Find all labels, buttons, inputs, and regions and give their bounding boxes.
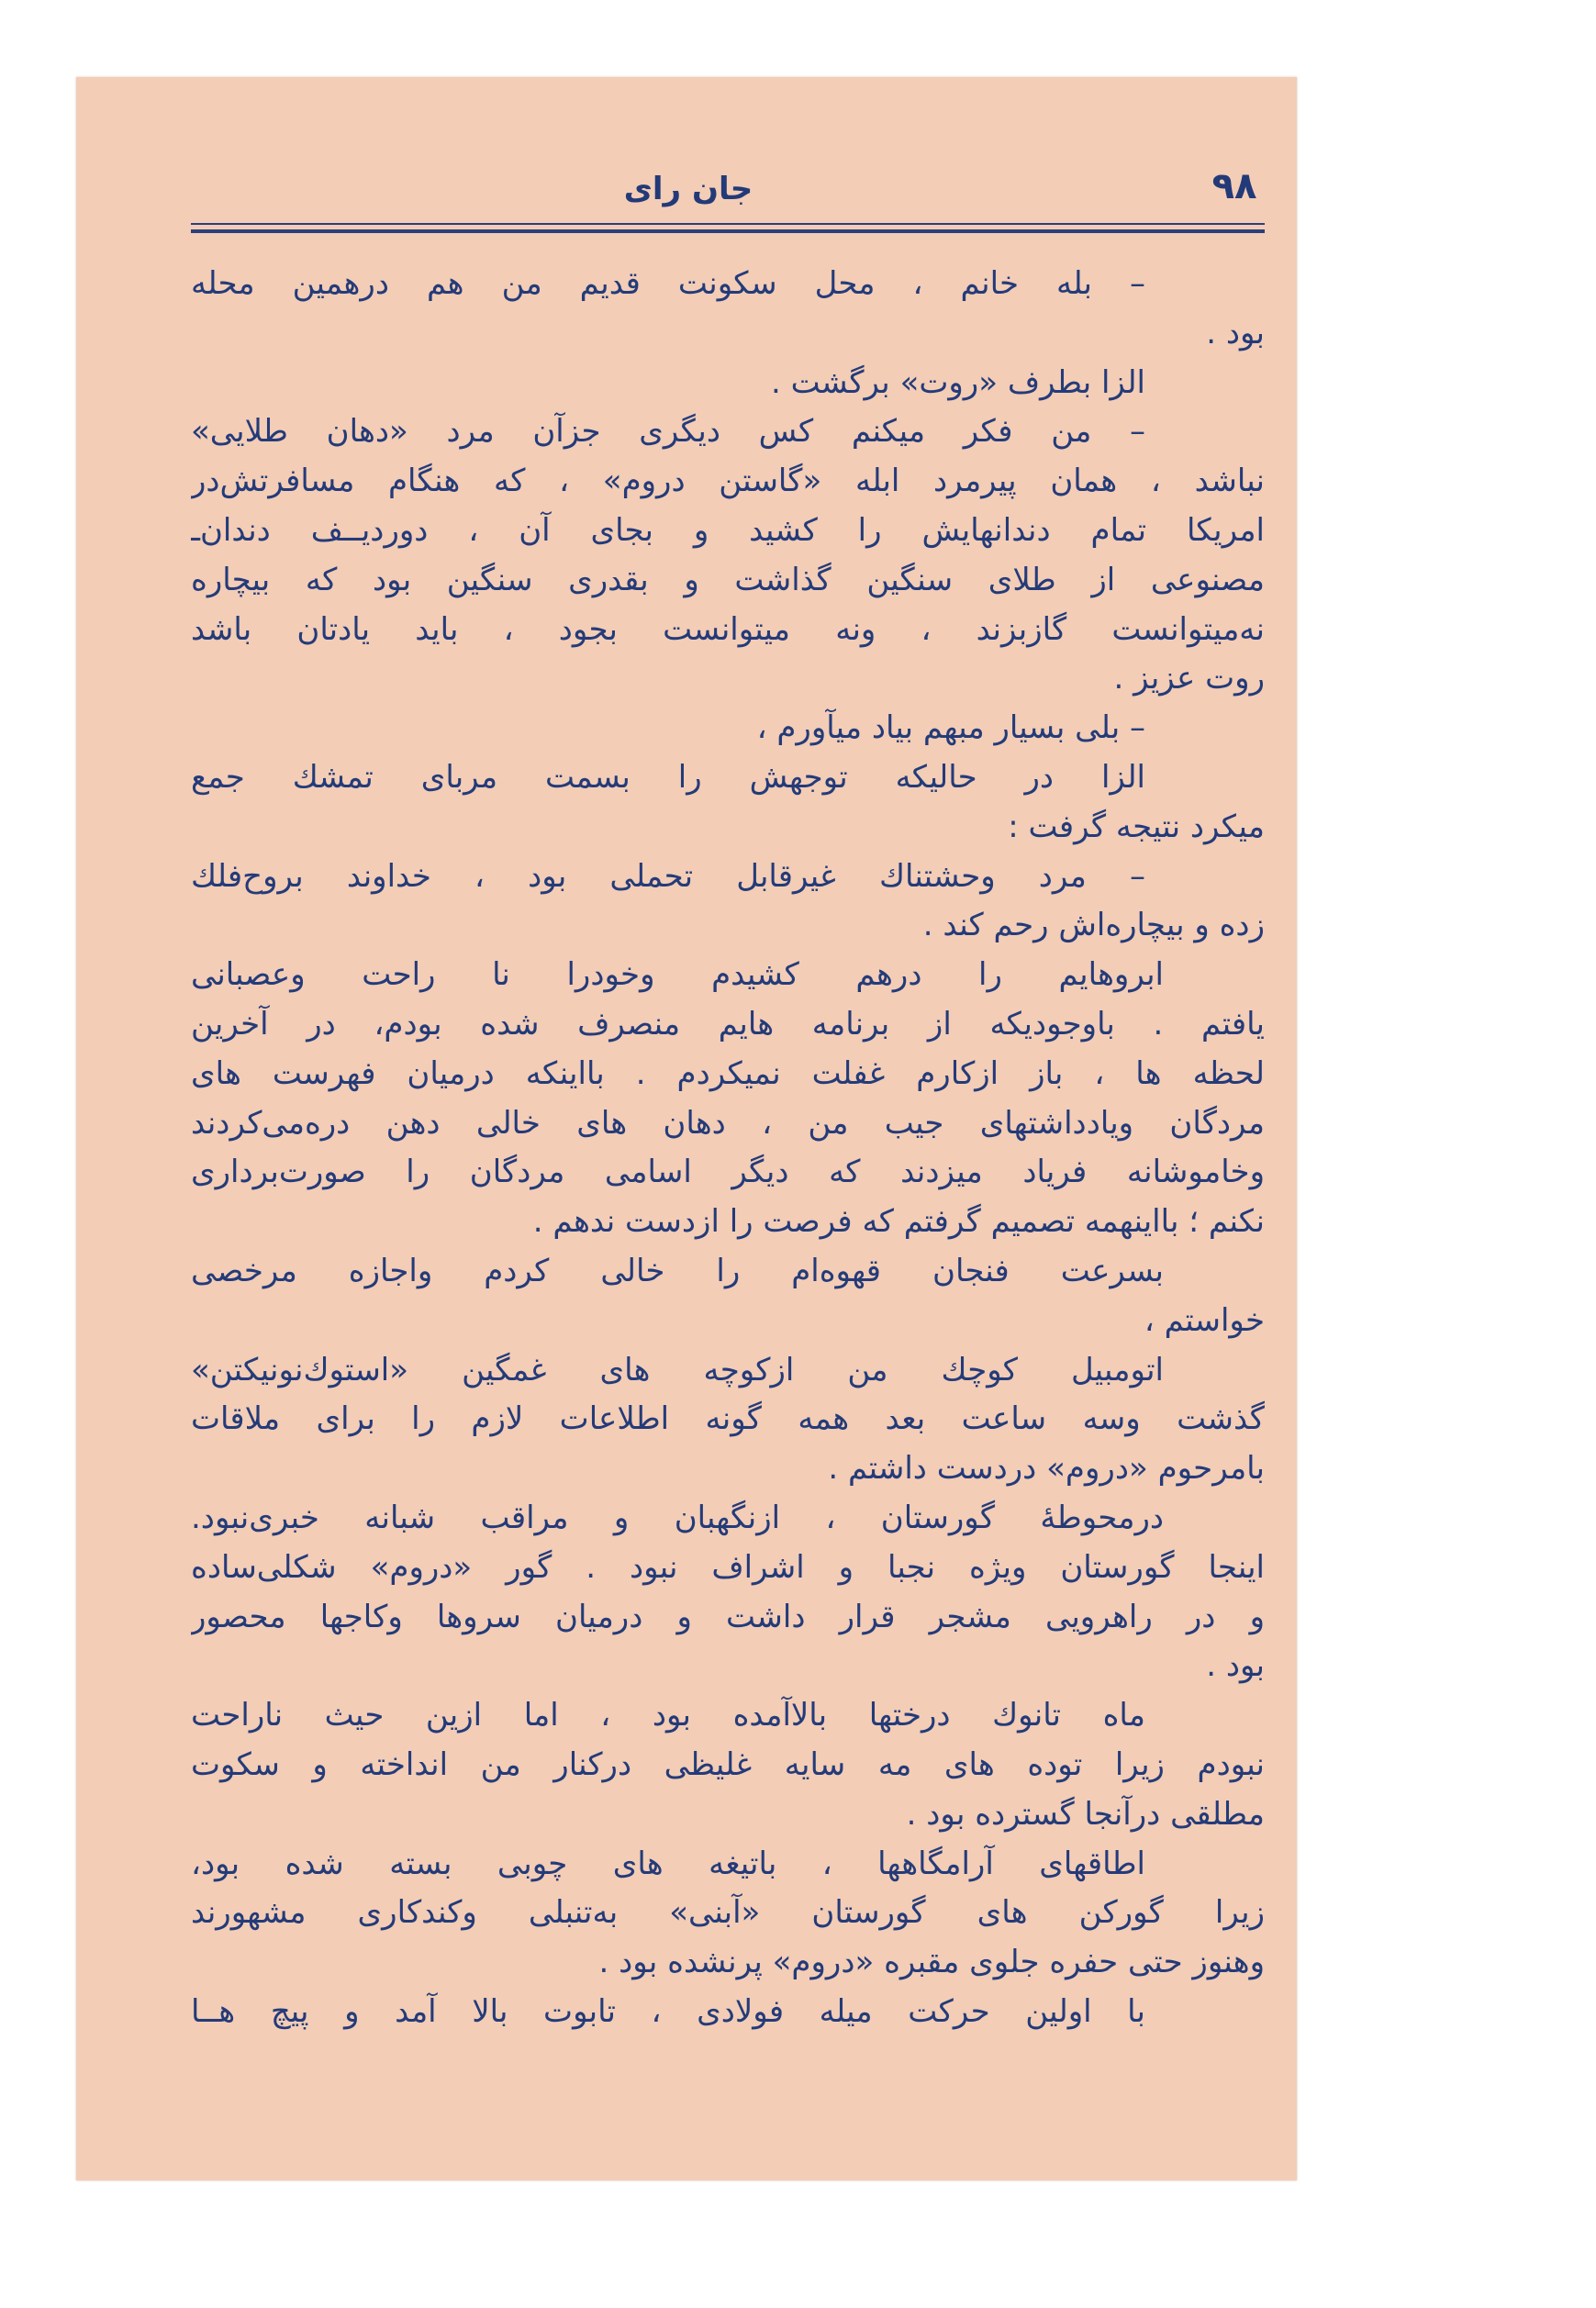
body-text — [191, 260, 1265, 2037]
text-line: وخاموشانه فریاد میزدند که دیگر اسامی مردگان را صورت‌برداری — [191, 1154, 1265, 1191]
text-line: الزا بطرف «روت» برگشت . — [771, 363, 1145, 401]
text-line: لحظه ها ، باز ازکارم غفلت نمیکردم . بااینکه درمیان فهرست های — [191, 1054, 1265, 1092]
text-line: بود . — [1206, 1647, 1265, 1685]
text-line: مصنوعی از طلای سنگین گذاشت و بقدری سنگین بود که بیچاره — [191, 561, 1265, 598]
text-line: مردگان ویادداشتهای جیب من ، دهان های خالی دهن دره‌می‌کردند — [191, 1104, 1265, 1142]
text-line: نکنم ؛ بااینهمه تصمیم گرفتم که فرصت را ازدست ندهم . — [532, 1203, 1265, 1241]
text-line: میکرد نتیجه گرفت : — [1008, 808, 1265, 845]
text-line: نبودم زیرا توده های مه سایه غلیظی درکنار من انداخته و سکوت — [191, 1745, 1265, 1783]
text-line: ماه تانوك درختها بالاآمده بود ، اما ازین حیث ناراحت — [191, 1697, 1145, 1734]
text-line: – بله خانم ، محل سکونت قدیم من هم درهمین محله — [191, 265, 1145, 302]
text-line: و در راهرویی مشجر قرار داشت و درمیان سروها وکاجها محصور — [191, 1598, 1265, 1635]
text-line: زده و بیچاره‌اش رحم کند . — [922, 907, 1265, 944]
text-line: – بلی بسیار مبهم بیاد میآورم ، — [756, 709, 1145, 747]
text-line: ابروهایم را درهم کشیدم وخودرا نا راحت وعصبانی — [191, 956, 1164, 994]
header-rule-thin — [191, 223, 1265, 225]
page-number: ۹۸ — [1211, 165, 1257, 207]
text-line: زیرا گورکن های گورستان «آبنی» به‌تنبلی وکندکاری مشهورند — [191, 1894, 1265, 1932]
text-line: وهنوز حتی حفره جلوی مقبره «دروم» پرنشده بود . — [598, 1944, 1265, 1981]
text-line: – مرد وحشتناك غیرقابل تحملی بود ، خداوند بروح‌فلك — [191, 857, 1145, 895]
text-line: نه‌میتوانست گازبزند ، ونه میتوانست بجود ، باید یادتان باشد — [191, 610, 1265, 648]
text-line: درمحوطهٔ گورستان ، ازنگهبان و مراقب شبانه خبری‌نبود. — [191, 1499, 1164, 1536]
text-line: – من فکر میکنم کس دیگری جزآن مرد «دهان طلایی» — [191, 413, 1145, 451]
running-title: جان رای — [623, 171, 753, 207]
text-line: با اولین حرکت میله فولادی ، تابوت بالا آمد و پیچ هــا — [191, 1992, 1145, 2030]
text-line: یافتم . باوجودیکه از برنامه هایم منصرف شده بودم، در آخرین — [191, 1005, 1265, 1043]
text-line: بود . — [1206, 314, 1265, 351]
text-line: خواستم ، — [1144, 1301, 1265, 1339]
text-line: امریکا تمام دندانهایش را کشید و بجای آن ، دوردیــف دندان‌ـ — [191, 511, 1265, 549]
text-line: مطلقی درآنجا گسترده بود . — [906, 1795, 1265, 1833]
text-line: گذشت وسه ساعت بعد همه گونه اطلاعات لازم را برای ملاقات — [191, 1400, 1265, 1438]
text-line: الزا در حالیکه توجهش را بسمت مربای تمشك جمع — [191, 758, 1145, 796]
text-line: نباشد ، همان پیرمرد ابله «گاستن دروم» ، که هنگام مسافرتش‌در — [191, 463, 1265, 500]
text-line: بامرحوم «دروم» دردست داشتم . — [828, 1450, 1265, 1488]
text-line: اتومبیل کوچك من ازکوچه های غمگین «استوك‌نونیكتن» — [191, 1351, 1164, 1388]
header-rule-thick — [191, 229, 1265, 233]
text-line: بسرعت فنجان قهوه‌ام را خالی کردم واجازه مرخصی — [191, 1252, 1164, 1289]
text-line: اینجا گورستان ویژه نجبا و اشراف نبود . گور «دروم» شکلی‌ساده — [191, 1548, 1265, 1586]
text-line: روت عزیز . — [1113, 660, 1265, 697]
text-line: اطاقهای آرامگاهها ، باتیغه های چوبی بسته شده بود، — [191, 1845, 1145, 1882]
